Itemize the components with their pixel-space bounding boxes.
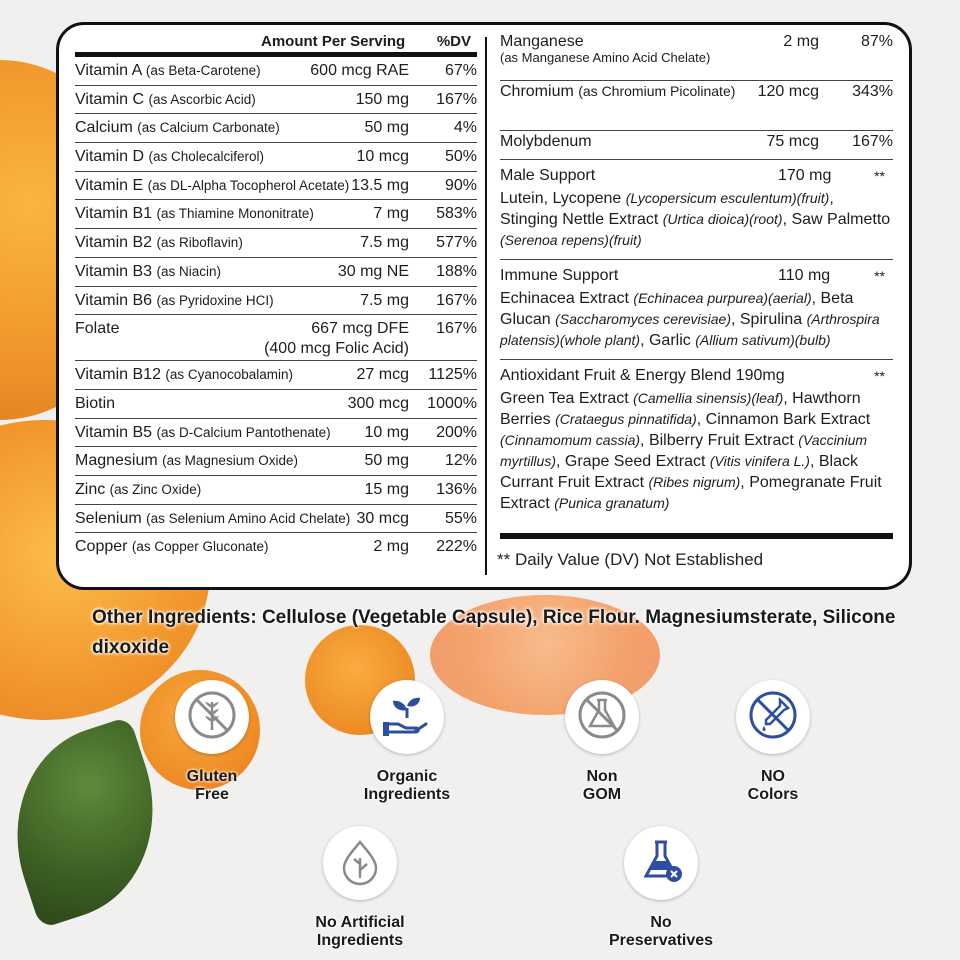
latin-name: (Cinnamomum cassia) [500,432,641,448]
badge-label-line: Non [586,768,618,785]
plant-hand-icon [380,688,434,747]
supplement-facts-panel [56,22,912,590]
blend-ingredients: Echinacea Extract (Echinacea purpurea)(aerial), Beta Glucan (Saccharomyces cerevisiae), Spirulina (Arthrospira platensis)(whole plant), Garlic (Allium sativum)(bulb) [500,290,880,349]
blend-amount: 170 mg [778,167,832,184]
feature-badge [586,826,736,950]
blends [500,164,893,522]
badge-label-line: No Artificial [315,914,405,931]
nutrient-row [75,57,477,86]
nutrient-name: Copper (as Copper Gluconate) [75,538,269,556]
badge-label [527,768,677,804]
nutrient-dv: 577% [436,234,477,252]
nutrient-row [75,315,477,361]
nutrient-name: Vitamin B3 (as Niacin) [75,262,222,280]
dropper-crossed-icon [746,688,800,747]
nutrient-dv: 583% [436,205,477,223]
nutrient-source: (as Ascorbic Acid) [148,91,256,107]
nutrient-dv: 55% [444,509,477,527]
nutrient-row [75,476,477,505]
latin-name: (Punica granatum) [554,495,670,511]
nutrient-source: (as D-Calcium Pantothenate) [156,424,331,440]
nutrient-source: (as DL-Alpha Tocopherol Acetate) [147,177,350,193]
blend-title-row [500,264,893,288]
nutrient-dv: 12% [444,452,477,470]
blend-title-row [500,164,893,188]
facts-header [75,31,477,57]
nutrient-name: Selenium (as Selenium Amino Acid Chelate) [75,509,351,527]
nutrient-amount: 13.5 mg [351,176,409,194]
latin-name: (Ribes nigrum) [648,474,741,490]
nutrient-name: Vitamin E (as DL-Alpha Tocopherol Acetate) [75,176,350,194]
latin-name: (Saccharomyces cerevisiae) [555,311,731,327]
dv-footnote: ** Daily Value (DV) Not Established [497,550,764,569]
nutrient-dv: 50% [444,148,477,166]
nutrient-dv: 1000% [427,394,477,412]
nutrient-row [75,258,477,287]
nutrient-amount: 50 mg [364,452,409,470]
badge-label-line: No [650,914,672,931]
feature-badge [698,680,848,804]
nutrient-row [75,86,477,115]
right-rows [500,31,893,160]
feature-badge [527,680,677,804]
nutrient-amount: 75 mcg [766,133,819,150]
nutrient-amount: 600 mcg RAE [310,62,409,79]
flask-crossed-icon [575,688,629,747]
latin-name: (Camellia sinensis)(leaf) [633,390,784,406]
latin-name: (Lycopersicum esculentum)(fruit) [625,190,830,206]
badge-label [285,914,435,950]
badge-label-line: Preservatives [608,932,714,949]
nutrient-row [75,419,477,448]
wheat-crossed-icon [185,688,239,747]
nutrient-dv: 90% [444,176,477,194]
nutrient-row [75,361,477,390]
nutrient-amount: 667 mcg DFE [311,320,409,338]
right-column [500,31,893,522]
badge-icon-circle [370,680,444,754]
nutrient-row [75,143,477,172]
nutrient-amount: 10 mg [364,423,409,441]
blend-title: Antioxidant Fruit & Energy Blend 190mg [500,367,785,384]
column-divider [485,37,487,575]
nutrient-dv: 222% [436,538,477,556]
nutrient-source: (as Zinc Oxide) [109,481,202,497]
nutrient-name: Zinc (as Zinc Oxide) [75,480,202,498]
nutrient-name: Vitamin C (as Ascorbic Acid) [75,90,256,108]
nutrient-dv: 4% [453,119,477,137]
nutrient-name: Vitamin B1 (as Thiamine Mononitrate) [75,205,314,223]
nutrient-amount: 30 mcg [356,509,409,527]
nutrient-dv: 67% [444,62,477,79]
latin-name: (Vitis vinifera L.) [709,453,810,469]
nutrient-row [75,287,477,316]
blend-title: Immune Support [500,267,619,284]
nutrient-name: Manganese (as Manganese Amino Acid Chelate) [500,33,711,65]
blend-ingredients: Lutein, Lycopene (Lycopersicum esculentum)(fruit), Stinging Nettle Extract (Urtica dioica)(root), Saw Palmetto (Serenoa repens)(fruit) [500,190,891,248]
feature-badge [285,826,435,950]
badge-label-line: Free [195,786,229,803]
blend-dv: ** [874,268,885,284]
nutrient-name: Vitamin B6 (as Pyridoxine HCI) [75,291,274,309]
nutrient-row [75,172,477,201]
nutrient-source: (as Chromium Picolinate) [578,83,736,99]
nutrient-name: Vitamin D (as Cholecalciferol) [75,148,265,166]
nutrient-amount: 27 mcg [356,366,409,384]
nutrient-name: Biotin [75,394,116,412]
nutrient-source: (as Manganese Amino Acid Chelate) [500,50,711,65]
leaf-drop-icon [333,834,387,893]
blend-dv: ** [874,168,885,184]
nutrient-amount: 10 mcg [356,148,409,166]
nutrient-row [75,114,477,143]
nutrient-dv: 167% [852,133,893,150]
nutrient-amount: 2 mg [783,33,819,50]
nutrient-amount: 2 mg [373,538,409,556]
badge-icon-circle [565,680,639,754]
nutrient-source: (as Thiamine Mononitrate) [156,206,314,222]
nutrient-source: (as Niacin) [156,263,222,279]
nutrient-row [500,81,893,131]
other-ingredients: Other Ingredients: Cellulose (Vegetable Capsule), Rice Flour. Magnesiumsterate, Silicone dixoxide [92,607,896,658]
badge-label-line: Ingredients [316,932,404,949]
badge-label-line: GOM [582,786,622,803]
nutrient-amount: 120 mcg [757,83,819,100]
badge-icon-circle [736,680,810,754]
header-amount: Amount Per Serving [261,33,406,50]
nutrient-name: Magnesium (as Magnesium Oxide) [75,452,298,470]
latin-name: (Urtica dioica)(root) [662,211,783,227]
left-rows [75,57,477,562]
blend-block [500,164,893,260]
blend-block [500,364,893,522]
latin-name: (Vaccinium myrtillus) [500,432,868,469]
nutrient-row [75,447,477,476]
nutrient-row [75,229,477,258]
badge-label [586,914,736,950]
nutrient-row [500,31,893,81]
nutrient-dv: 87% [860,33,893,50]
badge-label-line: Organic [376,768,438,785]
nutrient-amount-note: (400 mcg Folic Acid) [264,340,409,358]
nutrient-amount: 7.5 mg [360,291,409,309]
nutrient-name: Chromium (as Chromium Picolinate) [500,83,736,100]
badge-label [332,768,482,804]
nutrient-source: (as Selenium Amino Acid Chelate) [146,510,351,526]
badge-icon-circle [624,826,698,900]
nutrient-amount: 15 mg [364,480,409,498]
latin-name: (Arthrospira platensis)(whole plant) [500,311,880,348]
blend-dv: ** [874,368,885,384]
nutrient-row [500,131,893,160]
nutrient-source: (as Riboflavin) [156,235,243,251]
badge-icon-circle [175,680,249,754]
header-dv: %DV [436,33,471,50]
nutrient-dv: 136% [436,480,477,498]
badge-label-line: NO [761,768,785,785]
nutrient-source: (as Copper Gluconate) [131,539,269,555]
nutrient-row [75,533,477,562]
nutrient-source: (as Cyanocobalamin) [165,367,293,383]
nutrient-dv: 188% [436,262,477,280]
footer-rule [500,533,893,539]
blend-title: Male Support [500,167,596,184]
nutrient-amount: 300 mcg [347,394,409,412]
nutrient-amount: 50 mg [364,119,409,137]
latin-name: (Serenoa repens)(fruit) [500,232,642,248]
nutrient-row [75,390,477,419]
badge-label-line: Gluten [186,768,238,785]
nutrient-row [75,505,477,534]
latin-name: (Echinacea purpurea)(aerial) [633,290,812,306]
flask-x-icon [634,834,688,893]
nutrient-name: Molybdenum [500,133,592,150]
badge-label-line: Colors [747,786,799,803]
nutrient-dv: 343% [852,83,893,100]
nutrient-source: (as Cholecalciferol) [148,149,265,165]
nutrient-dv: 167% [436,291,477,309]
blend-block [500,264,893,360]
nutrient-amount: 7.5 mg [360,234,409,252]
nutrient-name: Vitamin B12 (as Cyanocobalamin) [75,366,293,384]
nutrient-dv: 167% [436,90,477,108]
badge-label [698,768,848,804]
nutrient-name: Calcium (as Calcium Carbonate) [75,119,280,137]
nutrient-row [75,200,477,229]
badge-icon-circle [323,826,397,900]
left-column [75,31,477,562]
nutrient-dv: 1125% [428,366,477,384]
nutrient-name: Vitamin A (as Beta-Carotene) [75,62,261,79]
nutrient-name: Vitamin B5 (as D-Calcium Pantothenate) [75,423,331,441]
nutrient-name: Vitamin B2 (as Riboflavin) [75,234,243,252]
nutrient-source: (as Pyridoxine HCI) [156,292,274,308]
feature-badge [137,680,287,804]
nutrient-amount: 7 mg [373,205,409,223]
badge-label [137,768,287,804]
latin-name: (Allium sativum)(bulb) [695,332,831,348]
blend-amount: 110 mg [778,267,831,284]
nutrient-dv: 200% [436,423,477,441]
nutrient-source: (as Calcium Carbonate) [137,120,280,136]
blend-ingredients: Green Tea Extract (Camellia sinensis)(leaf), Hawthorn Berries (Crataegus pinnatifida), Cinnamon Bark Extract (Cinnamomum cassia), Bilberry Fruit Extract (Vaccinium myrtillus), Grape Seed Extract (Vitis vinifera L.), Black Currant Fruit Extract (Ribes nigrum), Pomegranate Fruit Extract (Punica granatum) [500,390,882,512]
nutrient-name: Folate [75,320,120,338]
nutrient-dv: 167% [436,320,477,338]
nutrient-source: (as Magnesium Oxide) [162,453,298,469]
latin-name: (Crataegus pinnatifida) [555,411,697,427]
nutrient-amount: 30 mg NE [337,262,409,280]
nutrient-source: (as Beta-Carotene) [145,63,261,78]
feature-badge [332,680,482,804]
blend-title-row [500,364,893,388]
badge-label-line: Ingredients [363,786,451,803]
nutrient-amount: 150 mg [355,90,409,108]
